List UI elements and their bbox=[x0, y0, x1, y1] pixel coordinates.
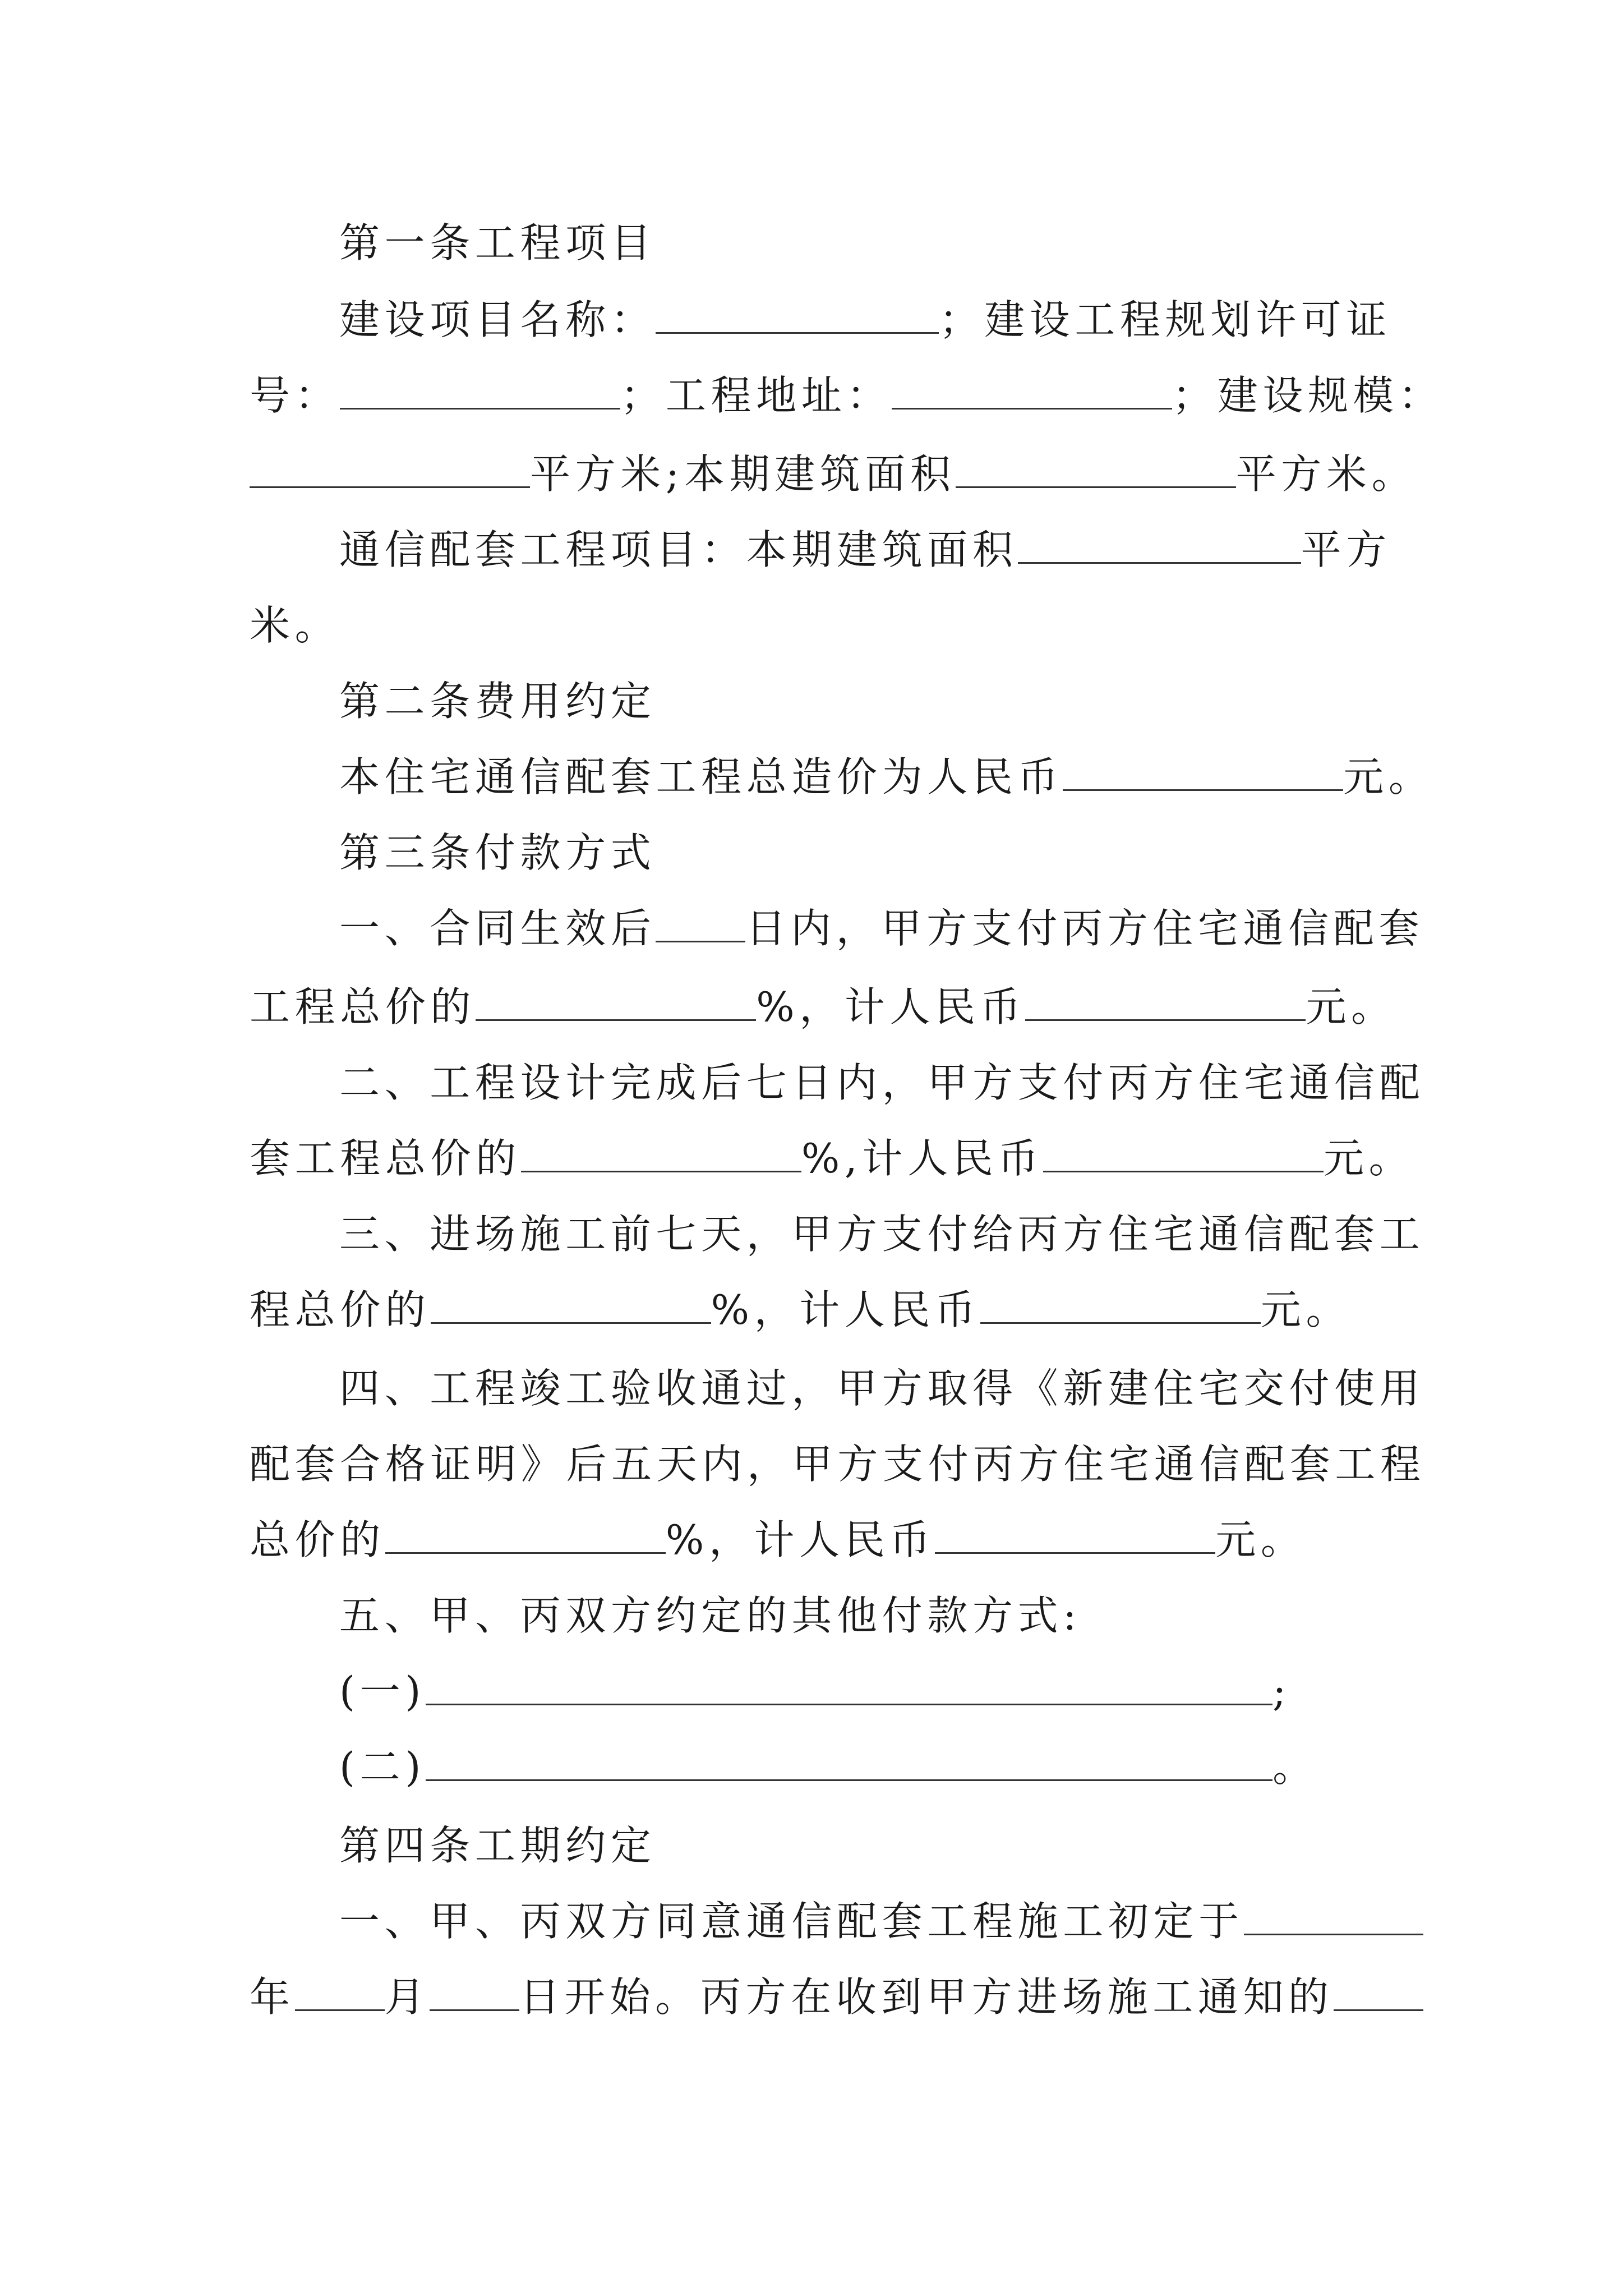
article3-item4-line1: 四、工程竣工验收通过，甲方取得《新建住宅交付使用 bbox=[339, 1365, 1425, 1412]
payment2-amount-blank[interactable] bbox=[1043, 1133, 1324, 1172]
article3-item3-line1: 三、进场施工前七天，甲方支付给丙方住宅通信配套工 bbox=[339, 1211, 1425, 1258]
days-after-effective-blank[interactable] bbox=[656, 903, 745, 942]
article3-item5: 五、甲、丙双方约定的其他付款方式: bbox=[339, 1592, 1082, 1639]
payment1-amount-blank[interactable] bbox=[1025, 981, 1306, 1021]
article4-item1-line2: 年 月 日开始。丙方在收到甲方进场施工通知的 bbox=[250, 1966, 1623, 2028]
article3-item2-line1: 二、工程设计完成后七日内，甲方支付丙方住宅通信配 bbox=[339, 1059, 1425, 1106]
project-name-blank[interactable] bbox=[656, 294, 939, 334]
payment4-amount-blank[interactable] bbox=[935, 1514, 1215, 1554]
article1-line3: 平方米;本期建筑面积 平方米。 bbox=[250, 443, 1623, 505]
payment2-percent-blank[interactable] bbox=[521, 1133, 801, 1172]
article3-sub2: (二) 。 bbox=[339, 1736, 1623, 1798]
article4-item1-line1: 一、甲、丙双方同意通信配套工程施工初定于 bbox=[339, 1890, 1623, 1952]
article3-item4-line2: 配套合格证明》后五天内，甲方支付丙方住宅通信配套工程 bbox=[250, 1441, 1426, 1488]
article3-item3-line2: 程总价的 %，计人民币 元。 bbox=[250, 1279, 1623, 1341]
total-cost-blank[interactable] bbox=[1063, 751, 1343, 791]
start-month-blank[interactable] bbox=[295, 1971, 385, 2011]
current-area-blank[interactable] bbox=[956, 448, 1236, 488]
scale-area-blank[interactable] bbox=[250, 448, 530, 488]
article1-line5: 米。 bbox=[250, 602, 340, 649]
other-payment2-blank[interactable] bbox=[426, 1741, 1272, 1781]
article3-title: 第三条付款方式 bbox=[339, 829, 656, 876]
payment3-percent-blank[interactable] bbox=[431, 1284, 711, 1324]
article2-line1: 本住宅通信配套工程总造价为人民币 元。 bbox=[339, 746, 1623, 808]
article3-sub1: (一) ; bbox=[339, 1660, 1623, 1722]
article4-title: 第四条工期约定 bbox=[339, 1822, 656, 1869]
article3-item4-line3: 总价的 %，计人民币 元。 bbox=[250, 1509, 1623, 1571]
article1-title: 第一条工程项目 bbox=[339, 219, 656, 266]
start-year-blank[interactable] bbox=[1244, 1895, 1423, 1935]
notice-days-blank[interactable] bbox=[1334, 1971, 1423, 2011]
article3-item1-line1: 一、合同生效后 日内，甲方支付丙方住宅通信配套 bbox=[339, 898, 1623, 959]
article1-line2: 号： ；工程地址： ；建设规模： bbox=[250, 365, 1623, 426]
article3-item1-line2: 工程总价的 %，计人民币 元。 bbox=[250, 976, 1623, 1038]
permit-number-blank[interactable] bbox=[340, 370, 620, 409]
payment4-percent-blank[interactable] bbox=[385, 1514, 666, 1554]
other-payment1-blank[interactable] bbox=[426, 1665, 1272, 1705]
article1-line1: 建设项目名称： ；建设工程规划许可证 bbox=[339, 289, 1623, 351]
payment3-amount-blank[interactable] bbox=[980, 1284, 1261, 1324]
payment1-percent-blank[interactable] bbox=[476, 981, 756, 1021]
article1-line4: 通信配套工程项目：本期建筑面积 平方 bbox=[339, 519, 1623, 581]
article3-item2-line2: 套工程总价的 %,计人民币 元。 bbox=[250, 1128, 1623, 1189]
project-address-blank[interactable] bbox=[892, 370, 1172, 409]
start-day-blank[interactable] bbox=[430, 1971, 519, 2011]
telecom-area-blank[interactable] bbox=[1018, 524, 1301, 564]
article2-title: 第二条费用约定 bbox=[339, 678, 656, 725]
